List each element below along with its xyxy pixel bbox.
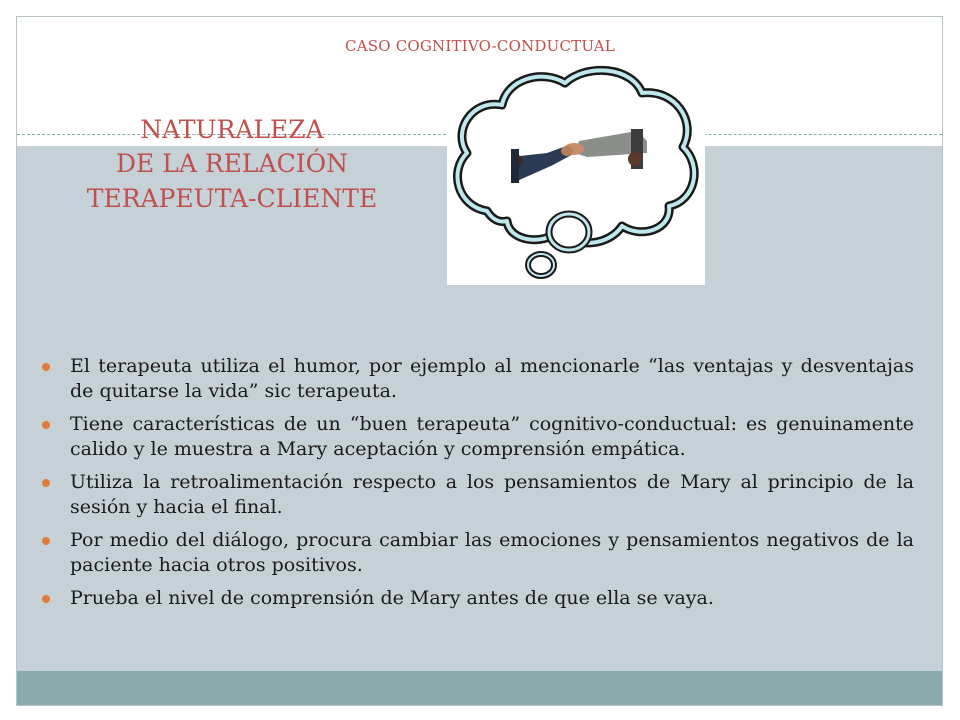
thought-cloud-handshake-icon [447, 61, 705, 285]
bullet-icon [42, 363, 50, 371]
bullet-list [42, 354, 914, 619]
title-line-1: NATURALEZA [140, 115, 324, 144]
bullet-text: El terapeuta utiliza el humor, por ejemplo al mencionarle “las ventajas y desventajas de quitarse la vida” sic terapeuta. [70, 355, 914, 402]
bullet-text: Por medio del diálogo, procura cambiar las emociones y pensamientos negativos de la paciente hacia otros positivos. [70, 529, 914, 576]
list-item [42, 412, 914, 462]
list-item [42, 354, 914, 404]
footer-strip [17, 671, 942, 705]
list-item [42, 528, 914, 578]
list-item [42, 470, 914, 520]
title-line-2: DE LA RELACIÓN [116, 149, 348, 179]
bullet-text: Tiene características de un “buen terapeuta” cognitivo-conductual: es genuinamente calido y le muestra a Mary aceptación y comprensión empática. [70, 413, 914, 460]
title-line-3: TERAPEUTA-CLIENTE [86, 183, 378, 213]
bullet-icon [42, 595, 50, 603]
bullet-icon [42, 479, 50, 487]
bullet-icon [42, 421, 50, 429]
bullet-icon [42, 537, 50, 545]
bullet-text: Prueba el nivel de comprensión de Mary antes de que ella se vaya. [70, 587, 714, 609]
slide-header: CASO COGNITIVO-CONDUCTUAL [345, 37, 615, 55]
list-item [42, 586, 914, 611]
bullet-text: Utiliza la retroalimentación respecto a los pensamientos de Mary al principio de la sesión y hacia el final. [70, 471, 914, 518]
slide-title [42, 113, 422, 216]
